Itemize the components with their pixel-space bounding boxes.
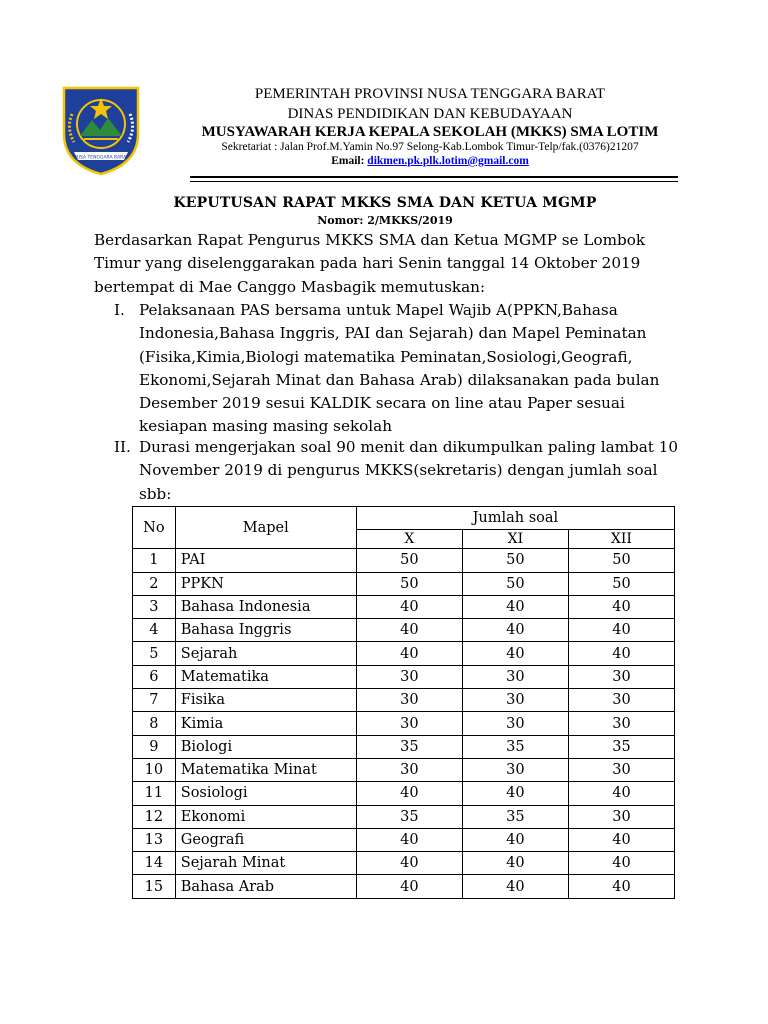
decision-item-text: Pelaksanaan PAS bersama untuk Mapel Wajib A(PPKN,Bahasa Indonesia,Bahasa Inggris, PAI dan Sejarah) dan Mapel Peminatan (Fisika,Kimia,Biologi matematika Peminatan,Sosiologi,Geografi, Ekonomi,Sejarah Minat dan Bahasa Arab) dilaksanakan pada bulan Desember 2019 sesui KALDIK secara on line atau Paper sesuai kesiapan masing masing sekolah — [139, 301, 660, 436]
cell-grade-x: 30 — [356, 758, 462, 781]
table-row — [133, 665, 675, 688]
cell-no: 11 — [133, 782, 176, 805]
intro-paragraph: Berdasarkan Rapat Pengurus MKKS SMA dan Ketua MGMP se Lombok Timur yang diselenggarakan pada hari Senin tanggal 14 Oktober 2019 bertempat di Mae Canggo Masbagik memutuskan: — [94, 231, 646, 296]
cell-grade-x: 30 — [356, 689, 462, 712]
cell-grade-x: 50 — [356, 549, 462, 572]
cell-grade-xii: 40 — [568, 852, 674, 875]
cell-mapel: PAI — [175, 549, 356, 572]
letterhead-email-line — [160, 155, 700, 167]
cell-grade-xi: 40 — [462, 642, 568, 665]
cell-mapel: Geografi — [175, 828, 356, 851]
logo-caption: NUSA TENGGARA BARAT — [73, 155, 129, 161]
cell-no: 3 — [133, 595, 176, 618]
cell-grade-xii: 40 — [568, 828, 674, 851]
cell-mapel: Matematika — [175, 665, 356, 688]
letterhead-address: Sekretariat : Jalan Prof.M.Yamin No.97 Selong-Kab.Lombok Timur-Telp/fak.(0376)21207 — [221, 141, 639, 153]
cell-no: 1 — [133, 549, 176, 572]
cell-no: 4 — [133, 619, 176, 642]
cell-grade-xii: 40 — [568, 642, 674, 665]
cell-grade-xi: 35 — [462, 735, 568, 758]
decision-item-text: Durasi mengerjakan soal 90 menit dan dikumpulkan paling lambat 10 November 2019 di pengurus MKKS(sekretaris) dengan jumlah soal sbb: — [139, 438, 679, 503]
cell-no: 15 — [133, 875, 176, 898]
cell-grade-x: 40 — [356, 828, 462, 851]
cell-grade-x: 30 — [356, 665, 462, 688]
cell-grade-x: 35 — [356, 805, 462, 828]
cell-grade-xii: 30 — [568, 805, 674, 828]
cell-grade-xii: 30 — [568, 712, 674, 735]
cell-grade-xi: 40 — [462, 828, 568, 851]
header-grade-xii: XII — [568, 530, 674, 549]
table-row — [133, 595, 675, 618]
cell-grade-x: 30 — [356, 712, 462, 735]
header-grade-xi: XI — [462, 530, 568, 549]
cell-no: 2 — [133, 572, 176, 595]
decision-item-number: II. — [114, 438, 131, 456]
cell-grade-xii: 30 — [568, 689, 674, 712]
cell-mapel: Sosiologi — [175, 782, 356, 805]
table-row — [133, 782, 675, 805]
cell-grade-x: 40 — [356, 619, 462, 642]
cell-mapel: Biologi — [175, 735, 356, 758]
document-title: KEPUTUSAN RAPAT MKKS SMA DAN KETUA MGMP — [173, 195, 597, 211]
header-mapel: Mapel — [175, 507, 356, 549]
cell-grade-xii: 30 — [568, 758, 674, 781]
table-row — [133, 619, 675, 642]
cell-grade-x: 35 — [356, 735, 462, 758]
table-row — [133, 852, 675, 875]
cell-no: 14 — [133, 852, 176, 875]
cell-grade-xii: 40 — [568, 595, 674, 618]
cell-mapel: Ekonomi — [175, 805, 356, 828]
document-number: Nomor: 2/MKKS/2019 — [317, 214, 453, 227]
table-row — [133, 712, 675, 735]
cell-no: 7 — [133, 689, 176, 712]
cell-mapel: Sejarah — [175, 642, 356, 665]
cell-mapel: Fisika — [175, 689, 356, 712]
cell-mapel: PPKN — [175, 572, 356, 595]
cell-grade-xi: 40 — [462, 852, 568, 875]
table-row — [133, 642, 675, 665]
table-row — [133, 805, 675, 828]
cell-grade-xi: 40 — [462, 595, 568, 618]
cell-grade-xii: 40 — [568, 875, 674, 898]
letterhead-government: PEMERINTAH PROVINSI NUSA TENGGARA BARAT — [254, 86, 606, 102]
question-count-table — [132, 506, 675, 899]
table-row — [133, 828, 675, 851]
cell-grade-xi: 30 — [462, 758, 568, 781]
table-row — [133, 549, 675, 572]
cell-grade-xi: 50 — [462, 572, 568, 595]
table-row — [133, 689, 675, 712]
header-jumlah-soal: Jumlah soal — [356, 507, 674, 530]
cell-mapel: Kimia — [175, 712, 356, 735]
table-body — [133, 549, 675, 898]
header-grade-x: X — [356, 530, 462, 549]
cell-grade-xii: 40 — [568, 782, 674, 805]
cell-grade-x: 40 — [356, 595, 462, 618]
cell-no: 9 — [133, 735, 176, 758]
letterhead — [0, 0, 768, 190]
cell-grade-x: 40 — [356, 782, 462, 805]
letterhead-department: DINAS PENDIDIKAN DAN KEBUDAYAAN — [287, 106, 573, 122]
letterhead-rule-thin — [190, 181, 678, 182]
cell-grade-xii: 35 — [568, 735, 674, 758]
cell-grade-xi: 50 — [462, 549, 568, 572]
letterhead-organization: MUSYAWARAH KERJA KEPALA SEKOLAH (MKKS) SMA LOTIM — [201, 124, 659, 140]
table-row — [133, 572, 675, 595]
cell-grade-xii: 50 — [568, 572, 674, 595]
table-row — [133, 735, 675, 758]
header-no: No — [133, 507, 176, 549]
cell-no: 10 — [133, 758, 176, 781]
cell-grade-xi: 35 — [462, 805, 568, 828]
cell-grade-xii: 50 — [568, 549, 674, 572]
cell-grade-xi: 40 — [462, 782, 568, 805]
letterhead-rule-thick — [190, 176, 678, 178]
cell-no: 8 — [133, 712, 176, 735]
decision-item-number: I. — [114, 301, 125, 319]
email-link[interactable]: dikmen.pk.plk.lotim@gmail.com — [367, 155, 529, 167]
cell-no: 5 — [133, 642, 176, 665]
cell-no: 13 — [133, 828, 176, 851]
cell-grade-xii: 30 — [568, 665, 674, 688]
cell-mapel: Bahasa Indonesia — [175, 595, 356, 618]
cell-grade-x: 40 — [356, 642, 462, 665]
cell-no: 6 — [133, 665, 176, 688]
cell-grade-x: 50 — [356, 572, 462, 595]
cell-mapel: Sejarah Minat — [175, 852, 356, 875]
cell-no: 12 — [133, 805, 176, 828]
cell-grade-xi: 30 — [462, 689, 568, 712]
ntb-province-emblem-icon — [58, 84, 144, 176]
email-label: Email: — [331, 155, 365, 167]
cell-grade-x: 40 — [356, 852, 462, 875]
cell-grade-x: 40 — [356, 875, 462, 898]
cell-grade-xi: 30 — [462, 712, 568, 735]
cell-grade-xi: 30 — [462, 665, 568, 688]
table-row — [133, 875, 675, 898]
table-row — [133, 758, 675, 781]
cell-grade-xi: 40 — [462, 875, 568, 898]
cell-grade-xii: 40 — [568, 619, 674, 642]
cell-grade-xi: 40 — [462, 619, 568, 642]
cell-mapel: Matematika Minat — [175, 758, 356, 781]
cell-mapel: Bahasa Arab — [175, 875, 356, 898]
cell-mapel: Bahasa Inggris — [175, 619, 356, 642]
